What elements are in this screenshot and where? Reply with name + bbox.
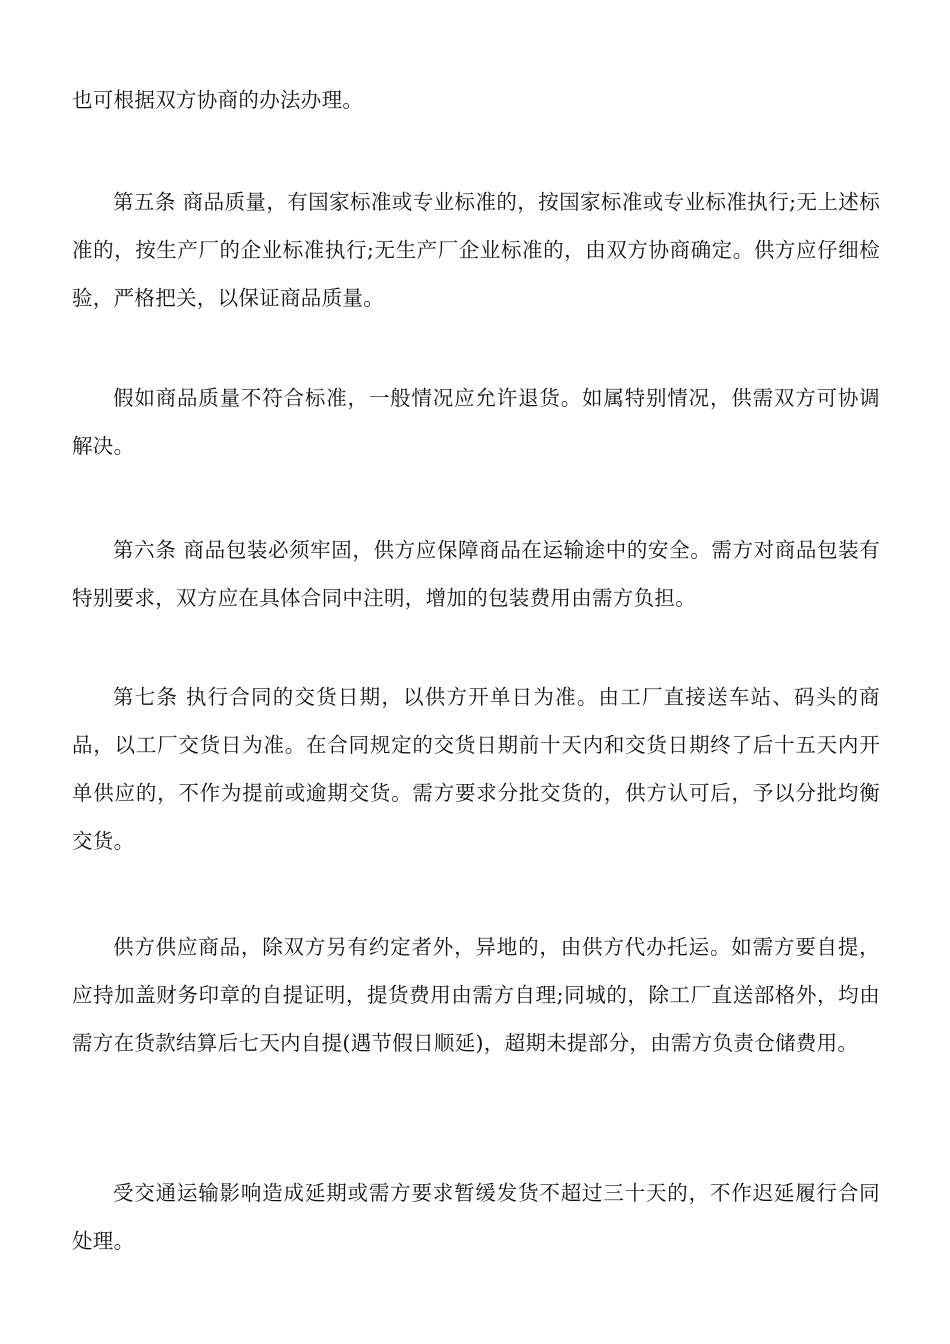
paragraph-article-6: 第六条 商品包装必须牢固，供方应保障商品在运输途中的安全。需方对商品包装有特别要求，双方应在具体合同中注明，增加的包装费用由需方负担。 — [72, 538, 880, 610]
paragraph-article-5: 第五条 商品质量，有国家标准或专业标准的，按国家标准或专业标准执行;无上述标准的，按生产厂的企业标准执行;无生产厂企业标准的，由双方协商确定。供方应仔细检验，严格把关，以保证商品质量。 — [72, 190, 880, 310]
paragraph-shipping: 供方供应商品，除双方另有约定者外，异地的，由供方代办托运。如需方要自提，应持加盖财务印章的自提证明，提货费用由需方自理;同城的，除工厂直送部格外，均由需方在货款结算后七天内自提(遇节假日顺延)，超期未提部分，由需方负责仓储费用。 — [72, 935, 880, 1055]
paragraph-continuation: 也可根据双方协商的办法办理。 — [72, 88, 364, 112]
paragraph-delay: 受交通运输影响造成延期或需方要求暂缓发货不超过三十天的，不作迟延履行合同处理。 — [72, 1181, 880, 1253]
paragraph-article-7: 第七条 执行合同的交货日期，以供方开单日为准。由工厂直接送车站、码头的商品，以工厂交货日为准。在合同规定的交货日期前十天内和交货日期终了后十五天内开单供应的，不作为提前或逾期交货。需方要求分批交货的，供方认可后，予以分批均衡交货。 — [72, 685, 880, 853]
paragraph-quality-return: 假如商品质量不符合标准，一般情况应允许退货。如属特别情况，供需双方可协调解决。 — [72, 386, 880, 458]
